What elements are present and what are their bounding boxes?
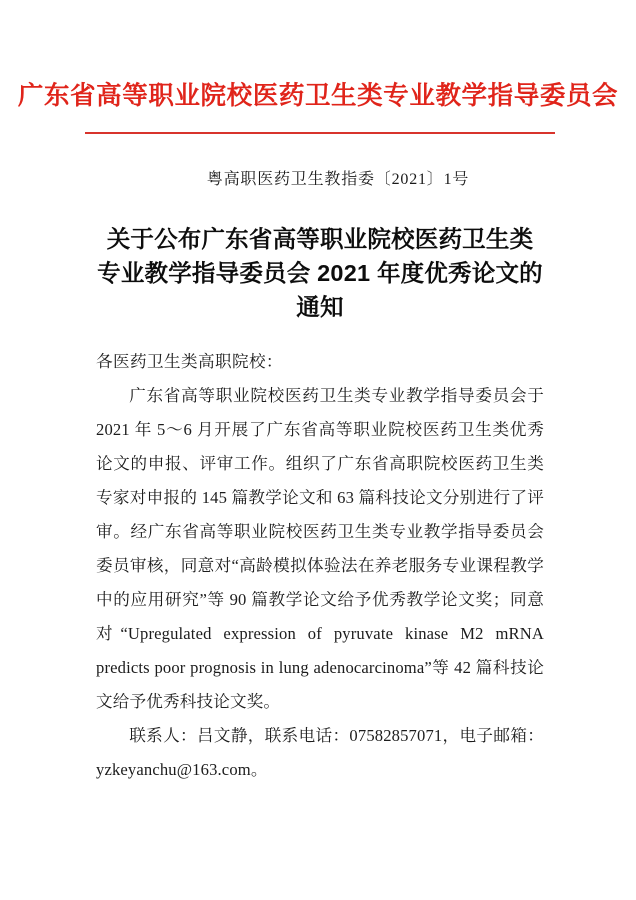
document-serial-number (0, 166, 636, 189)
document-title-line-2: 专业教学指导委员会 2021 年度优秀论文的 (97, 260, 543, 286)
document-serial-number-text: 粤高职医药卫生教指委〔2021〕1号 (206, 171, 470, 188)
document-title-line-1: 关于公布广东省高等职业院校医药卫生类 (106, 226, 534, 252)
document-title (96, 222, 544, 324)
salutation: 各医药卫生类高职院校： (96, 352, 283, 371)
paragraph-contact: 联系人：吕文静，联系电话：07582857071，电子邮箱：yzkeyanchu@163.com。 (96, 726, 544, 779)
document-body (96, 345, 544, 787)
document-title-line-3: 通知 (296, 294, 344, 320)
letterhead-divider-rule (85, 132, 555, 134)
paragraph-main: 广东省高等职业院校医药卫生类专业教学指导委员会于 2021 年 5～6 月开展了广东省高等职业院校医药卫生类优秀论文的申报、评审工作。组织了广东省高职院校医药卫生类专家对申报的 145 篇教学论文和 63 篇科技论文分别进行了评审。经广东省高等职业院校医药卫生类专业教学指导委员会委员审核，同意对“高龄模拟体验法在养老服务专业课程教学中的应用研究”等 90 篇教学论文给予优秀教学论文奖；同意对“Upregulated expression of pyruvate kinase M2 mRNA predicts poor prognosis in lung adenocarcinoma”等 42 篇科技论文给予优秀科技论文奖。 (96, 386, 544, 711)
letterhead-organization-title: 广东省高等职业院校医药卫生类专业教学指导委员会 (17, 82, 619, 110)
letterhead (0, 82, 636, 111)
